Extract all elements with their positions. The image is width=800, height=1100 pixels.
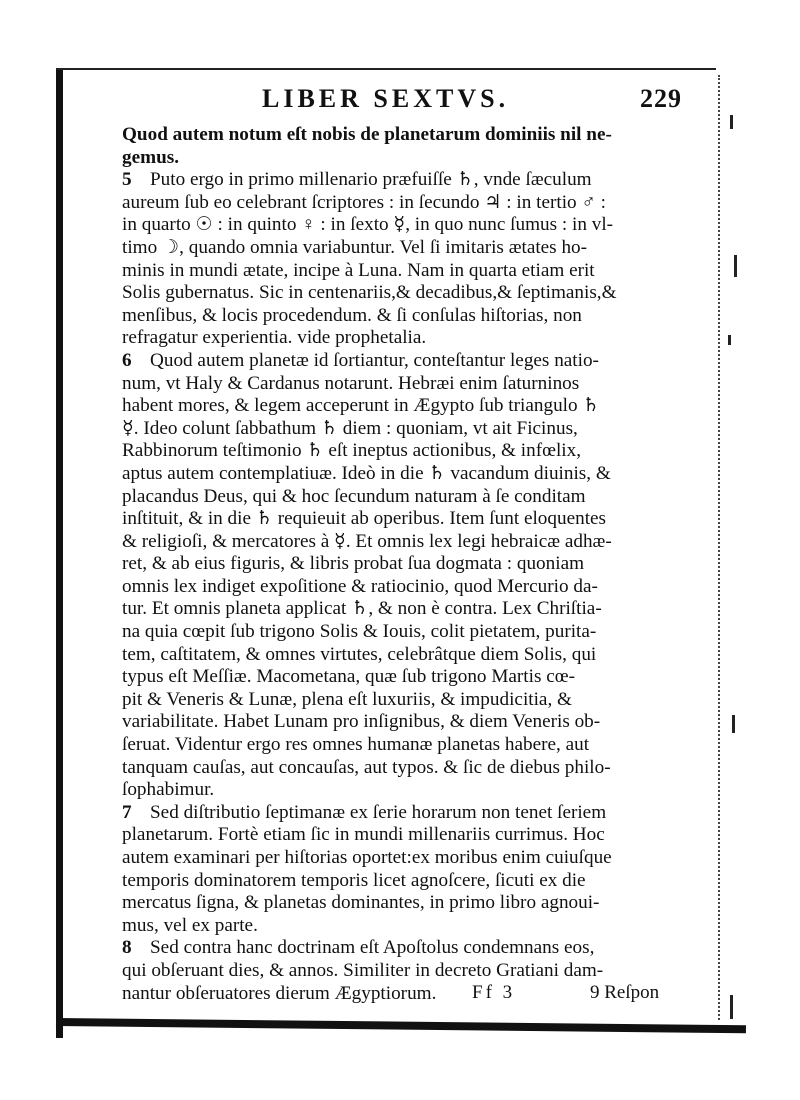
- text-line: qui obſeruant dies, & annos. Similiter in decreto Gratiani dam-: [122, 959, 604, 981]
- text-line: minis in mundi ætate, incipe à Luna. Nam in quarta etiam erit: [122, 259, 595, 281]
- text-line: placandus Deus, qui & hoc ſecundum naturam à ſe conditam: [122, 485, 586, 507]
- paragraph-5: [122, 169, 682, 350]
- text-line: menſibus, & locis procedendum. & ſi conſulas hiſtorias, non: [122, 304, 582, 326]
- text-line: tem, caſtitatem, & omnes virtutes, celebrâtque diem Solis, qui: [122, 643, 597, 665]
- text-line: habent mores, & legem acceperunt in Ægypto ſub triangulo ♄: [122, 395, 600, 417]
- running-head: [122, 84, 682, 124]
- text-line: 6 Quod autem planetæ id ſortiantur, conteſtantur leges natio-: [122, 349, 599, 371]
- text-line: planetarum. Fortè etiam ſic in mundi millenariis currimus. Hoc: [122, 824, 605, 846]
- section-number: 7: [122, 801, 132, 823]
- section-number: 5: [122, 169, 132, 191]
- signature-mark: Ff 3: [472, 982, 516, 1003]
- text-line: ſeruat. Videntur ergo res omnes humanæ planetas habere, aut: [122, 734, 590, 756]
- text-line: timo ☽, quando omnia variabuntur. Vel ſi imitaris ætates ho-: [122, 236, 588, 258]
- text-line: 8 Sed contra hanc doctrinam eſt Apoſtolus condemnans eos,: [122, 937, 595, 959]
- page-footer: [122, 982, 682, 1010]
- text-line: na quia cœpit ſub trigono Solis & Iouis, colit pietatem, purita-: [122, 621, 597, 643]
- text-line: pit & Veneris & Lunæ, plena eſt luxuriis, & impudicitia, &: [122, 688, 572, 710]
- text-line: omnis lex indiget expoſitione & ratiocinio, quod Mercurio da-: [122, 575, 598, 597]
- text-line: nantur obſeruatores dierum Ægyptiorum.: [122, 982, 437, 1004]
- paragraph-7: [122, 802, 682, 938]
- text-line: aptus autem contemplatiuæ. Ideò in die ♄ vacandum diuinis, &: [122, 462, 611, 484]
- text-line: mus, vel ex parte.: [122, 914, 258, 936]
- page-number: 229: [640, 84, 682, 113]
- text-line: 5 Puto ergo in primo millenario præfuiſſe ♄, vnde ſæculum: [122, 169, 592, 191]
- page-left-border: [56, 70, 63, 1038]
- text-line: in quarto ☉ : in quinto ♀ : in ſexto ☿, in quo nunc ſumus : in vl-: [122, 214, 614, 236]
- book-page: [122, 84, 682, 1005]
- section-number: 8: [122, 937, 132, 959]
- text-line: gemus.: [122, 146, 180, 168]
- text-line: autem examinari per hiſtorias oportet:ex moribus enim cuiuſque: [122, 847, 612, 868]
- text-line: variabilitate. Habet Lunam pro inſignibus, & diem Veneris ob-: [122, 711, 601, 733]
- text-line: num, vt Haly & Cardanus notarunt. Hebræi enim ſaturninos: [122, 372, 580, 394]
- text-line: ſophabimur.: [122, 779, 215, 801]
- body-text: [122, 124, 682, 1005]
- text-line: inſtituit, & in die ♄ requieuit ab operibus. Item ſunt eloquentes: [122, 508, 607, 530]
- page-bottom-border: [56, 1018, 746, 1033]
- catchword: 9 Reſpon: [590, 982, 660, 1003]
- text-line: ☿. Ideo colunt ſabbathum ♄ diem : quoniam, vt ait Ficinus,: [122, 417, 578, 439]
- text-line: 7 Sed diſtributio ſeptimanæ ex ſerie horarum non tenet ſeriem: [122, 801, 607, 823]
- text-line: & religioſi, & mercatores à ☿. Et omnis lex legi hebraicæ adhæ-: [122, 530, 612, 552]
- text-line: Solis gubernatus. Sic in centenariis,& decadibus,& ſeptimanis,&: [122, 282, 617, 304]
- text-line: aureum ſub eo celebrant ſcriptores : in ſecundo ♃ : in tertio ♂ :: [122, 191, 606, 213]
- facing-page-edge: [718, 75, 746, 1020]
- page-top-rule: [56, 68, 716, 70]
- text-line: typus eſt Meſſiæ. Macometana, quæ ſub trigono Martis cœ-: [122, 666, 575, 688]
- text-line: tanquam cauſas, aut concauſas, aut typos. & ſic de diebus philo-: [122, 756, 611, 778]
- text-line: Rabbinorum teſtimonio ♄ eſt ineptus actionibus, & infœlix,: [122, 440, 582, 462]
- text-line: mercatus ſigna, & planetas dominantes, in primo libro agnoui-: [122, 892, 600, 914]
- text-line: ret, & ab eius figuris, & libris probat ſua dogmata : quoniam: [122, 553, 585, 575]
- paragraph-intro: [122, 124, 682, 169]
- section-number: 6: [122, 349, 132, 371]
- text-line: temporis dominatorem temporis licet agnoſcere, ſicuti ex die: [122, 869, 586, 891]
- text-line: refragatur experientia. vide prophetalia.: [122, 327, 427, 349]
- paragraph-6: [122, 350, 682, 802]
- text-line: Quod autem notum eſt nobis de planetarum dominiis nil ne-: [122, 124, 612, 145]
- running-title: LIBER SEXTVS.: [262, 84, 510, 113]
- text-line: tur. Et omnis planeta applicat ♄, & non è contra. Lex Chriſtia-: [122, 598, 602, 620]
